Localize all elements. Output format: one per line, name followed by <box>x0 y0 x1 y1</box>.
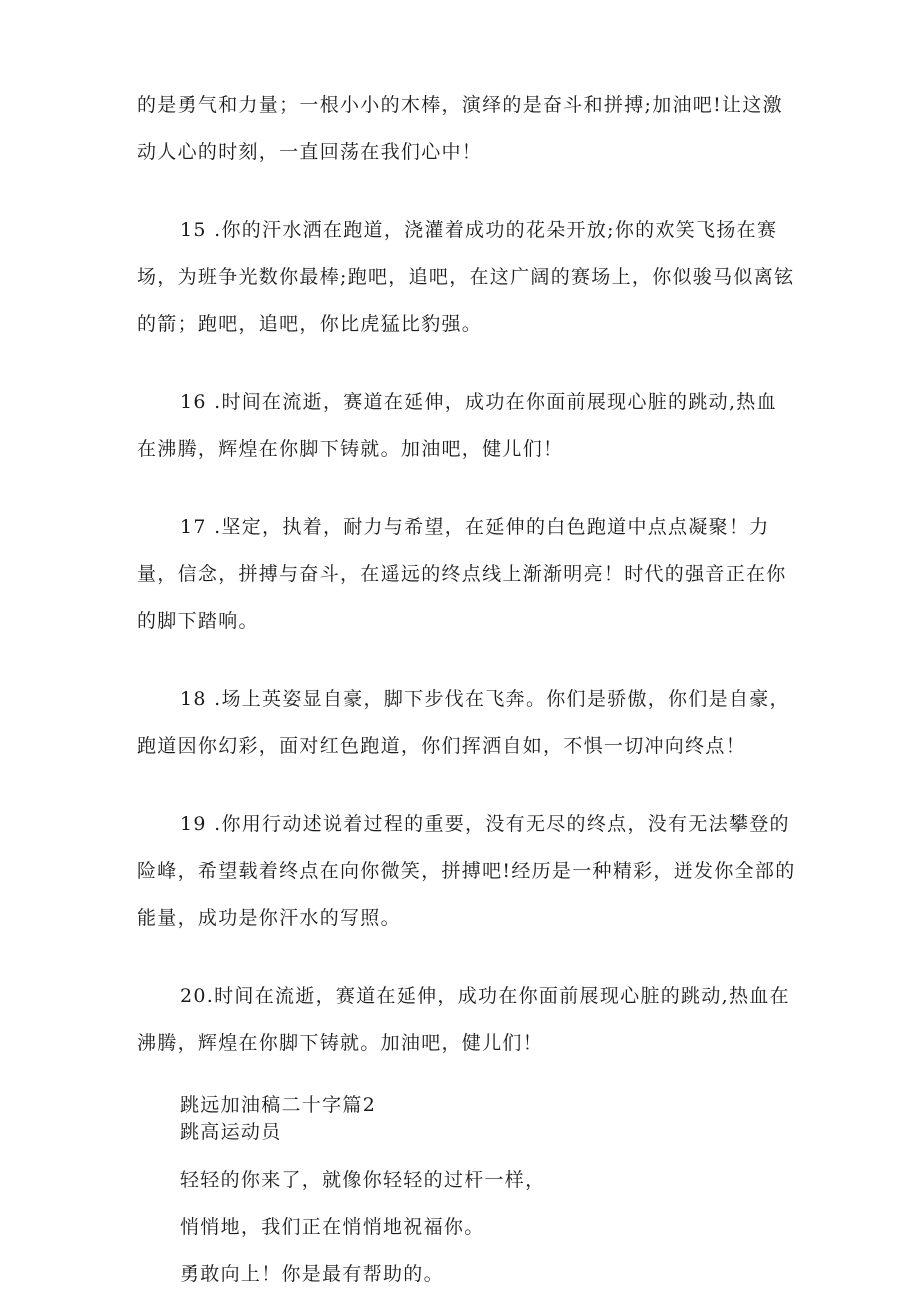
poem-line: 悄悄地，我们正在悄悄地祝福你。 <box>180 1216 485 1238</box>
paragraph-line: 16 .时间在流逝，赛道在延伸，成功在你面前展现心脏的跳动,热血 <box>180 391 777 413</box>
paragraph-line: 20.时间在流逝，赛道在延伸，成功在你面前展现心脏的跳动,热血在 <box>180 985 790 1007</box>
paragraph-line: 的脚下踏响。 <box>137 610 259 632</box>
paragraph-line: 量，信念，拼搏与奋斗，在遥远的终点线上渐渐明亮！时代的强音正在你 <box>137 563 787 585</box>
paragraph-line: 沸腾，辉煌在你脚下铸就。加油吧，健儿们！ <box>137 1032 544 1054</box>
paragraph-line: 18 .场上英姿显自豪，脚下步伐在飞奔。你们是骄傲，你们是自豪， <box>180 688 790 710</box>
paragraph-line: 动人心的时刻，一直回荡在我们心中！ <box>137 141 483 163</box>
paragraph-line: 场，为班争光数你最棒;跑吧，追吧，在这广阔的赛场上，你似骏马似离铉 <box>137 266 795 288</box>
section-title: 跳远加油稿二十字篇2 <box>180 1094 377 1116</box>
paragraph-line: 在沸腾，辉煌在你脚下铸就。加油吧，健儿们！ <box>137 438 564 460</box>
paragraph-line: 的是勇气和力量；一根小小的木棒，演绎的是奋斗和拼搏;加油吧!让这激 <box>137 94 783 116</box>
paragraph-line: 跑道因你幻彩，面对红色跑道，你们挥洒自如，不惧一切冲向终点！ <box>137 735 747 757</box>
paragraph-line: 17 .坚定，执着，耐力与希望，在延伸的白色跑道中点点凝聚！力 <box>180 516 770 538</box>
paragraph-line: 的箭；跑吧，追吧，你比虎猛比豹强。 <box>137 313 483 335</box>
paragraph-line: 险峰，希望载着终点在向你微笑，拼搏吧!经历是一种精彩，迸发你全部的 <box>137 860 796 882</box>
paragraph-line: 能量，成功是你汗水的写照。 <box>137 907 401 929</box>
poem-title: 跳高运动员 <box>180 1121 282 1143</box>
paragraph-line: 15 .你的汗水洒在跑道，浇灌着成功的花朵开放;你的欢笑飞扬在赛 <box>180 219 778 241</box>
poem-line: 勇敢向上！你是最有帮助的。 <box>180 1263 444 1285</box>
poem-line: 轻轻的你来了，就像你轻轻的过杆一样， <box>180 1169 546 1191</box>
paragraph-line: 19 .你用行动述说着过程的重要，没有无尽的终点，没有无法攀登的 <box>180 813 790 835</box>
